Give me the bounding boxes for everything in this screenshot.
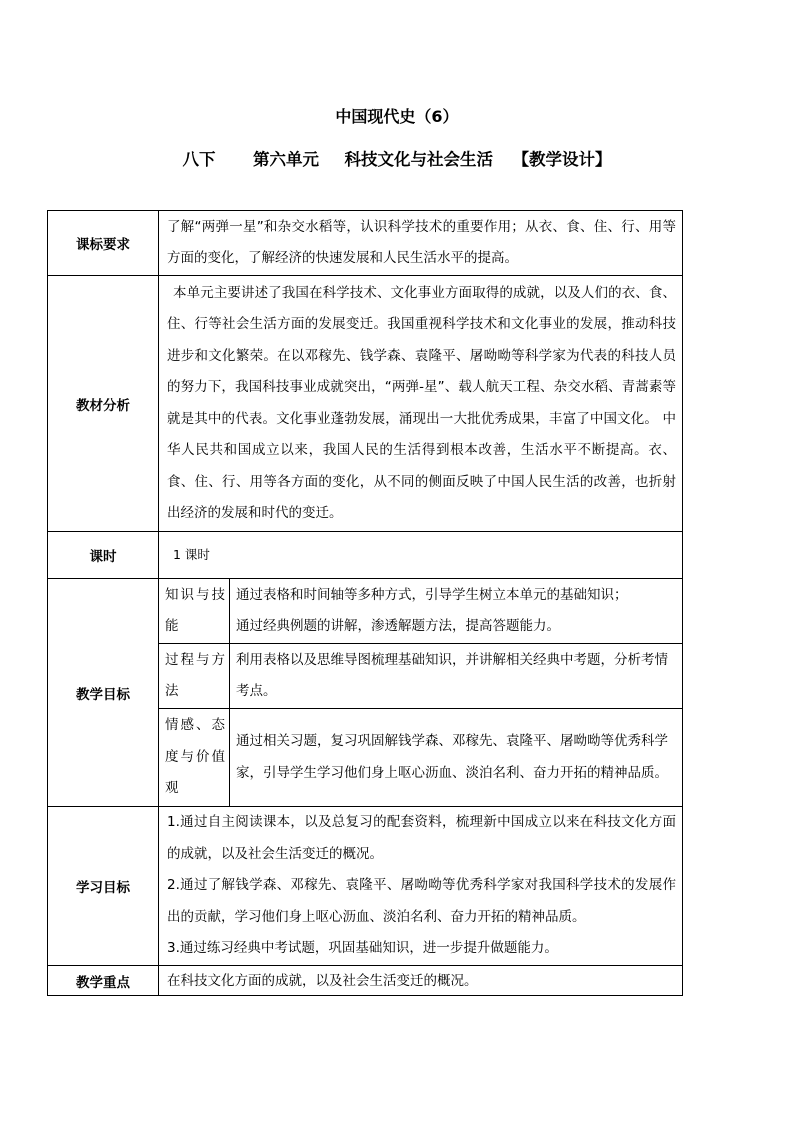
table-row <box>48 966 683 996</box>
objectives-subtable <box>158 578 683 807</box>
table-row <box>48 532 683 579</box>
objective-name: 情感、态度与价值观 <box>159 709 230 807</box>
kebiao-text: 了解“两弹一星”和杂交水稻等，认识科学技术的重要作用；从衣、食、住、行、用等方面的变化，了解经济的快速发展和人民生活水平的提高。 <box>167 218 676 266</box>
objective-content <box>230 579 683 644</box>
learning-goal-item: 1.通过自主阅读课本，以及总复习的配套资料，梳理新中国成立以来在科技文化方面的成就，以及社会生活变迁的概况。 <box>167 814 676 862</box>
row-label-zhongdian: 教学重点 <box>48 966 159 996</box>
objective-name: 过程与方法 <box>159 644 230 709</box>
document-title: 中国现代史（6） <box>335 107 459 126</box>
row-label-xuexi-mubiao: 学习目标 <box>48 807 159 966</box>
table-row <box>48 579 683 807</box>
objective-line: 通过相关习题，复习巩固解钱学森、邓稼先、袁隆平、屠呦呦等优秀科学家，引导学生学习他们身上呕心沥血、淡泊名利、奋力开拓的精神品质。 <box>236 733 668 781</box>
objective-name: 知识与技能 <box>159 579 230 644</box>
objective-line: 利用表格以及思维导图梳理基础知识，并讲解相关经典中考题，分析考情考点。 <box>236 651 668 699</box>
objective-row <box>159 709 683 807</box>
table-row <box>48 276 683 532</box>
row-label-jiaoxue-mubiao: 教学目标 <box>48 579 159 807</box>
keshi-content <box>159 532 683 579</box>
learning-goal-item: 3.通过练习经典中考试题，巩固基础知识，进一步提升做题能力。 <box>167 940 558 957</box>
xuexi-mubiao-content <box>159 807 683 966</box>
jiaocai-content <box>159 276 683 532</box>
keshi-text: 1 课时 <box>173 547 210 563</box>
jiaoxue-mubiao-content <box>159 579 683 807</box>
learning-goal-item: 2.通过了解钱学森、邓稼先、袁隆平、屠呦呦等优秀科学家对我国科学技术的发展作出的贡献，学习他们身上呕心沥血、淡泊名利、奋力开拓的精神品质。 <box>167 877 676 925</box>
row-label-keshi: 课时 <box>48 532 159 579</box>
lesson-design-table <box>47 210 683 996</box>
objective-row <box>159 644 683 709</box>
row-label-jiaocai: 教材分析 <box>48 276 159 532</box>
objective-line: 通过表格和时间轴等多种方式，引导学生树立本单元的基础知识； <box>236 586 628 603</box>
topic-label: 科技文化与社会生活 <box>344 150 493 169</box>
objective-content <box>230 709 683 807</box>
zhongdian-text: 在科技文化方面的成就，以及社会生活变迁的概况。 <box>167 972 478 989</box>
row-label-kebiao: 课标要求 <box>48 211 159 276</box>
design-tag: 【教学设计】 <box>512 150 612 169</box>
objective-line: 通过经典例题的讲解，渗透解题方法，提高答题能力。 <box>236 618 560 634</box>
table-row <box>48 211 683 276</box>
table-row <box>48 807 683 966</box>
document-subtitle <box>0 146 794 170</box>
grade-label: 八下 <box>182 150 216 169</box>
zhongdian-content <box>159 966 683 996</box>
objective-row <box>159 579 683 644</box>
objective-content <box>230 644 683 709</box>
unit-label: 第六单元 <box>253 150 319 169</box>
jiaocai-text: 本单元主要讲述了我国在科学技术、文化事业方面取得的成就，以及人们的衣、食、住、行等社会生活方面的发展变迁。我国重视科学技术和文化事业的发展，推动科技进步和文化繁荣。在以邓稼先、钱学森、袁隆平、屠呦呦等科学家为代表的科技人员的努力下，我国科技事业成就突出，“两弹-星”、载人航天工程、杂交水稻、青蒿素等就是其中的代表。文化事业蓬勃发展，涌现出一大批优秀成果，丰富了中国文化。 中华人民共和国成立以来，我国人民的生活得到根本改善，生活水平不断提高。衣、食、住、行、用等各方面的变化，从不同的侧面反映了中国人民生活的改善，也折射出经济的发展和时代的变迁。 <box>167 284 676 521</box>
kebiao-content <box>159 211 683 276</box>
